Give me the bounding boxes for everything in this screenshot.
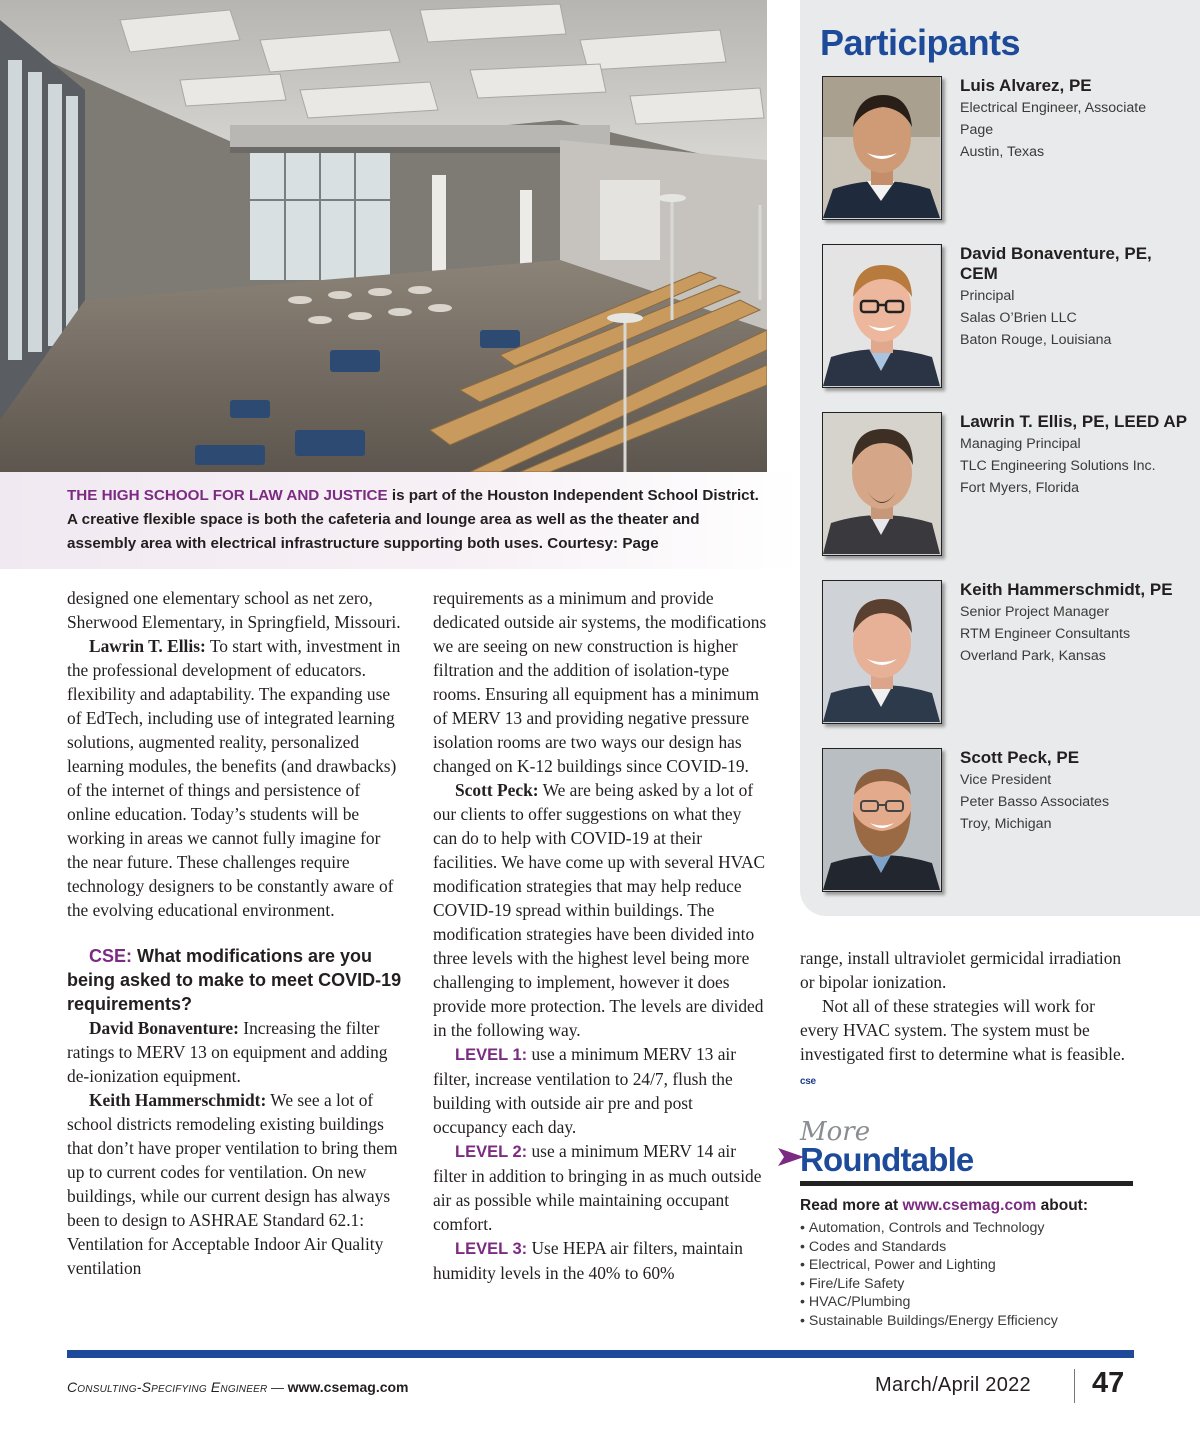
- topic-item: • Sustainable Buildings/Energy Efficiency: [800, 1312, 1058, 1331]
- portrait-photo: [822, 244, 942, 388]
- speaker-name: David Bonaventure:: [89, 1018, 239, 1038]
- participants-title: Participants: [820, 22, 1021, 63]
- level-label: LEVEL 2:: [455, 1143, 528, 1161]
- school-commons-photo: [0, 0, 767, 472]
- paragraph: range, install ultraviolet germicidal irradiation or bipolar ionization.: [800, 948, 1122, 992]
- paragraph-text: We see a lot of school districts remodeling existing buildings that don’t have proper ventilation to bring them up to current codes for ventilation. On new buildings, while our current design has always been to design to ASHRAE Standard 62.1: Ventilation for Acceptable Indoor Air Quality ventilation: [67, 1090, 398, 1278]
- paragraph: [800, 994, 1135, 1094]
- participant-location: Overland Park, Kansas: [960, 648, 1106, 664]
- participant-title: Principal: [960, 288, 1015, 304]
- participant-name: David Bonaventure, PE, CEM: [960, 244, 1152, 283]
- participant-info: [960, 580, 1190, 669]
- participant-location: Fort Myers, Florida: [960, 480, 1080, 496]
- question-text: What modifications are you being asked to make to meet COVID-19 requirements?: [67, 946, 402, 1014]
- participant-title: Vice President: [960, 772, 1052, 788]
- paragraph: designed one elementary school as net zero, Sherwood Elementary, in Springfield, Missouri.: [67, 588, 401, 632]
- roundtable-lead: [800, 1197, 1088, 1215]
- portrait-photo: [822, 412, 942, 556]
- participant-title: Managing Principal: [960, 436, 1081, 452]
- speaker-name: Scott Peck:: [455, 780, 539, 800]
- footer-rule: [67, 1350, 1134, 1358]
- participant-info: [960, 412, 1190, 501]
- portrait-photo: [822, 748, 942, 892]
- participant-info: [960, 244, 1190, 353]
- end-mark: cse: [800, 1076, 816, 1087]
- paragraph: [67, 1088, 402, 1280]
- participant-info: [960, 748, 1190, 837]
- topic-item: • HVAC/Plumbing: [800, 1293, 1058, 1312]
- participant-title: Electrical Engineer, Associate: [960, 100, 1147, 116]
- participant-company: TLC Engineering Solutions Inc.: [960, 458, 1156, 474]
- level-label: LEVEL 3:: [455, 1240, 528, 1258]
- participant-name: Luis Alvarez, PE: [960, 76, 1092, 95]
- paragraph: [433, 1236, 768, 1285]
- caption-text: is part of the Houston Independent School District. A creative flexible space is both the cafeteria and lounge area as well as the theater and assembly area with electrical infrastructure supporting both uses. Courtesy: Page: [67, 487, 759, 552]
- article-column-1: [67, 586, 402, 1280]
- photo-caption: [67, 484, 767, 556]
- participant-location: Troy, Michigan: [960, 816, 1052, 832]
- lead-text: about:: [1036, 1197, 1088, 1214]
- paragraph: [433, 1042, 768, 1139]
- article-column-3: [800, 946, 1135, 1094]
- more-label: More: [800, 1117, 871, 1147]
- topic-item: • Fire/Life Safety: [800, 1275, 1058, 1294]
- paragraph-text: To start with, investment in the professional development of educators. flexibility and adaptability. The expanding use of EdTech, including use of integrated learning solutions, augmented reality, personalized learning modules, the benefits (and drawbacks) of the internet of things and persistence of online education. Today’s students will be working in areas we cannot fully imagine for the near future. These challenges require technology designers to be constantly aware of the evolving educational environment.: [67, 636, 401, 920]
- participant-info: [960, 76, 1190, 165]
- topic-item: • Automation, Controls and Technology: [800, 1219, 1058, 1238]
- portrait-photo: [822, 580, 942, 724]
- speaker-name: Keith Hammerschmidt:: [89, 1090, 267, 1110]
- paragraph-text: We are being asked by a lot of our clients to offer suggestions on what they can do to help with COVID-19 at their facilities. We have come up with several HVAC modification strategies that may help reduce COVID-19 spread within buildings. The modification strategies have been divided into three levels with the highest level being more challenging to implement, however it does provide more protection. The levels are divided in the following way.: [433, 780, 766, 1040]
- paragraph: requirements as a minimum and provide dedicated outside air systems, the modifications we are seeing on new construction is higher filtration and the addition of isolation-type rooms. Ensuring all equipment has a minimum of MERV 13 and providing negative pressure isolation rooms are two ways our design has changed on K-12 buildings since COVID-19.: [433, 588, 767, 776]
- participant-company: Salas O’Brien LLC: [960, 310, 1077, 326]
- roundtable-rule: [800, 1181, 1133, 1186]
- footer-separator: —: [267, 1380, 288, 1395]
- footer-publication: [67, 1379, 409, 1395]
- paragraph-text: Increasing the filter ratings to MERV 13 on equipment and adding de-ionization equipment.: [67, 1018, 388, 1086]
- topic-item: • Electrical, Power and Lighting: [800, 1256, 1058, 1275]
- participant-name: Scott Peck, PE: [960, 748, 1080, 767]
- participant-company: RTM Engineer Consultants: [960, 626, 1131, 642]
- paragraph: [67, 634, 402, 922]
- level-label: LEVEL 1:: [455, 1046, 528, 1064]
- participant-location: Baton Rouge, Louisiana: [960, 332, 1112, 348]
- topic-item: • Codes and Standards: [800, 1238, 1058, 1257]
- paragraph: [433, 778, 768, 1042]
- paragraph: [67, 1016, 402, 1088]
- roundtable-link[interactable]: www.csemag.com: [902, 1197, 1037, 1214]
- portrait-photo: [822, 76, 942, 220]
- caption-highlight: THE HIGH SCHOOL FOR LAW AND JUSTICE: [67, 487, 388, 504]
- roundtable-title: Roundtable: [800, 1141, 974, 1178]
- question-label: CSE:: [89, 946, 133, 966]
- paragraph-text: Use HEPA air filters, maintain humidity levels in the 40% to 60%: [433, 1238, 743, 1283]
- paragraph-text: Not all of these strategies will work for every HVAC system. The system must be investigated first to determine what is feasible.: [800, 996, 1126, 1064]
- paragraph-text: use a minimum MERV 14 air filter in addition to bringing in as much outside air as possible while maintaining occupant comfort.: [433, 1141, 762, 1234]
- participant-location: Austin, Texas: [960, 144, 1045, 160]
- article-column-2: [433, 586, 768, 1285]
- issue-date: March/April 2022: [875, 1374, 1031, 1396]
- question-heading: [67, 944, 402, 1016]
- participant-title: Senior Project Manager: [960, 604, 1110, 620]
- participant-company: Page: [960, 122, 994, 138]
- footer-divider: [1074, 1369, 1075, 1403]
- paragraph-text: use a minimum MERV 13 air filter, increase ventilation to 24/7, flush the building with outside air pre and post occupancy each day.: [433, 1044, 737, 1137]
- paragraph: [433, 1139, 768, 1236]
- footer-url[interactable]: www.csemag.com: [287, 1379, 409, 1395]
- page-number: 47: [1092, 1367, 1125, 1399]
- speaker-name: Lawrin T. Ellis:: [89, 636, 206, 656]
- roundtable-topics: [800, 1219, 1058, 1330]
- participant-company: Peter Basso Associates: [960, 794, 1110, 810]
- participant-name: Keith Hammerschmidt, PE: [960, 580, 1173, 599]
- participant-name: Lawrin T. Ellis, PE, LEED AP: [960, 412, 1188, 431]
- lead-text: Read more at: [800, 1197, 903, 1214]
- publication-name: Consulting-Specifying Engineer: [67, 1379, 268, 1395]
